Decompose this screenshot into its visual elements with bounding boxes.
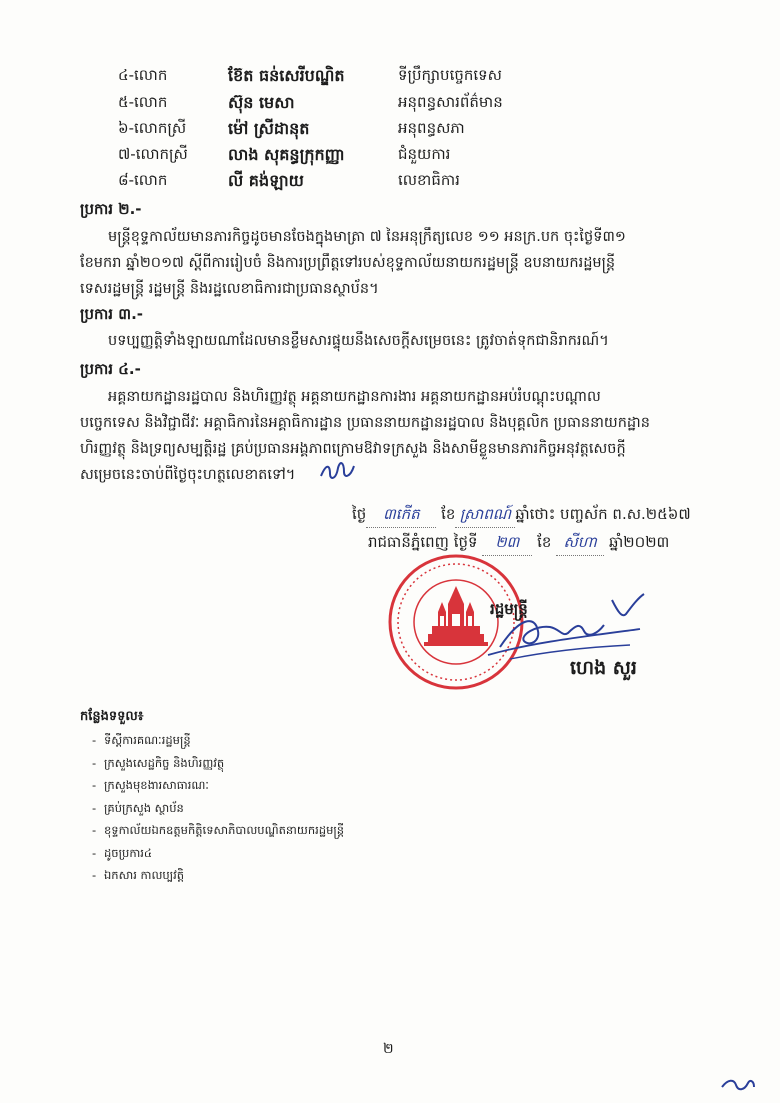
date-year: ឆ្នាំ២០២៣	[608, 533, 670, 551]
list-item: - ក្រសួងសេដ្ឋកិច្ច និងហិរញ្ញវត្ថុ	[92, 755, 225, 770]
place-prefix: រាជធានីភ្នំពេញ ថ្ងៃទី	[368, 533, 478, 551]
article-line: បទប្បញ្ញត្តិទាំងឡាយណាដែលមានខ្លឹមសារផ្ទុយនឹងសេចក្តីសម្រេចនេះ ត្រូវចាត់ទុកជានិរាករណ៍។	[108, 333, 609, 349]
member-row	[118, 119, 718, 145]
list-item: - គ្រប់ក្រសួង ស្ថាប័ន	[92, 800, 184, 815]
list-item: - ឯកសារ កាលប្បវត្តិ	[92, 868, 185, 882]
lunar-month-prefix: ខែ	[441, 505, 456, 523]
date-day: ២៣	[482, 533, 532, 556]
recipients-list	[92, 729, 344, 887]
minister-name: ហេង សួរ	[570, 657, 637, 679]
member-role: អនុពន្ធសារព័ត៌មាន	[398, 93, 503, 111]
lunar-date-line	[352, 505, 691, 528]
lunar-day: ៣កើត	[366, 505, 436, 528]
article-line: សម្រេចនេះចាប់ពីថ្ងៃចុះហត្ថលេខាតទៅ។	[80, 467, 296, 483]
article-line: ទេសរដ្ឋមន្ត្រី រដ្ឋមន្ត្រី និងរដ្ឋលេខាធិការជាប្រធានស្ថាប័ន។	[80, 281, 379, 297]
page-number: ២	[383, 1041, 394, 1057]
member-number: ៧-លោកស្រី	[118, 145, 188, 163]
article-line: អគ្គនាយកដ្ឋានរដ្ឋបាល និងហិរញ្ញវត្ថុ អគ្គនាយកដ្ឋានការងារ អគ្គនាយកដ្ឋានអប់រំបណ្តុះបណ្តាល	[108, 389, 601, 405]
article-2-title: ប្រការ ២.-	[80, 200, 142, 218]
member-role: ជំនួយការ	[398, 145, 451, 163]
member-name: លាង សុគន្ធក្រុកញ្ញា	[228, 145, 345, 164]
member-name: ម៉ៅ ស្រីដានុត	[228, 119, 310, 138]
article-line: បច្ចេកទេស និងវិជ្ជាជីវៈ អគ្គាធិការនៃអគ្គាធិការដ្ឋាន ប្រធាននាយកដ្ឋានរដ្ឋបាល និងបុគ្គលិក ប្រធាននាយកដ្ឋាន	[80, 415, 650, 431]
list-item: - ខុទ្ទកាល័យឯកឧត្តមកិត្តិទេសាភិបាលបណ្ឌិតនាយករដ្ឋមន្ត្រី	[92, 823, 345, 837]
handwritten-initial-icon	[318, 458, 360, 484]
article-4-body	[80, 384, 720, 488]
member-name: លី គង់ឡាយ	[228, 171, 304, 190]
article-2-body	[80, 224, 720, 302]
member-row	[118, 93, 718, 119]
member-number: ៥-លោក	[118, 93, 168, 111]
date-month: សីហា	[556, 533, 604, 556]
handwritten-mark-icon	[718, 1075, 758, 1095]
member-name: ស៊ុន មេសា	[228, 93, 295, 112]
article-line: មន្ត្រីខុទ្ទកាល័យមានភារកិច្ចដូចមានចែងក្នុងមាត្រា ៧ នៃអនុក្រឹត្យលេខ ១១ អនក្រ.បក ចុះថ្ងៃទី៣១	[108, 229, 626, 245]
month-prefix: ខែ	[537, 533, 552, 551]
member-row	[118, 171, 718, 197]
member-role: អនុពន្ធសភា	[398, 119, 465, 137]
member-row	[118, 145, 718, 171]
member-number: ៤-លោក	[118, 66, 168, 84]
article-3-body	[80, 328, 720, 354]
article-3-title: ប្រការ ៣.-	[80, 305, 143, 323]
signature-icon	[480, 607, 650, 662]
lunar-prefix: ថ្ងៃ	[352, 505, 367, 523]
article-line: ហិរញ្ញវត្ថុ និងទ្រព្យសម្បត្តិរដ្ឋ គ្រប់ប្រធានអង្គភាពក្រោមឱវាទក្រសួង និងសាមីខ្លួនមានភារកិច្ចអនុវត្តសេចក្តី	[80, 441, 626, 457]
member-name: ខ៊ែត ធន់សេរីបណ្ឌិត	[228, 66, 345, 85]
article-line: ខែមករា ឆ្នាំ២០១៧ ស្តីពីការរៀបចំ និងការប្រព្រឹត្តទៅរបស់ខុទ្ទកាល័យនាយករដ្ឋមន្ត្រី ឧបនាយករដ្ឋមន្ត្រី	[80, 255, 616, 271]
member-role: លេខាធិការ	[398, 171, 460, 189]
list-item: - ក្រសួងមុខងារសាធារណៈ	[92, 778, 209, 792]
member-row	[118, 66, 718, 92]
member-number: ៦-លោកស្រី	[118, 119, 187, 137]
list-item: - ដូចប្រការ៤	[92, 845, 153, 860]
lunar-month: ស្រាពណ៍	[455, 505, 515, 528]
member-role: ទីប្រឹក្សាបច្ចេកទេស	[398, 66, 502, 84]
list-item: - ទីស្តីការគណៈរដ្ឋមន្ត្រី	[92, 733, 191, 747]
article-4-title: ប្រការ ៤.-	[80, 360, 141, 378]
recipients-title: កន្លែងទទួល៖	[80, 709, 144, 724]
member-number: ៨-លោក	[118, 171, 168, 189]
lunar-year: ឆ្នាំថោះ បញ្ចស័ក ព.ស.២៥៦៧	[515, 505, 691, 523]
minister-title: រដ្ឋមន្ត្រី	[490, 600, 528, 618]
